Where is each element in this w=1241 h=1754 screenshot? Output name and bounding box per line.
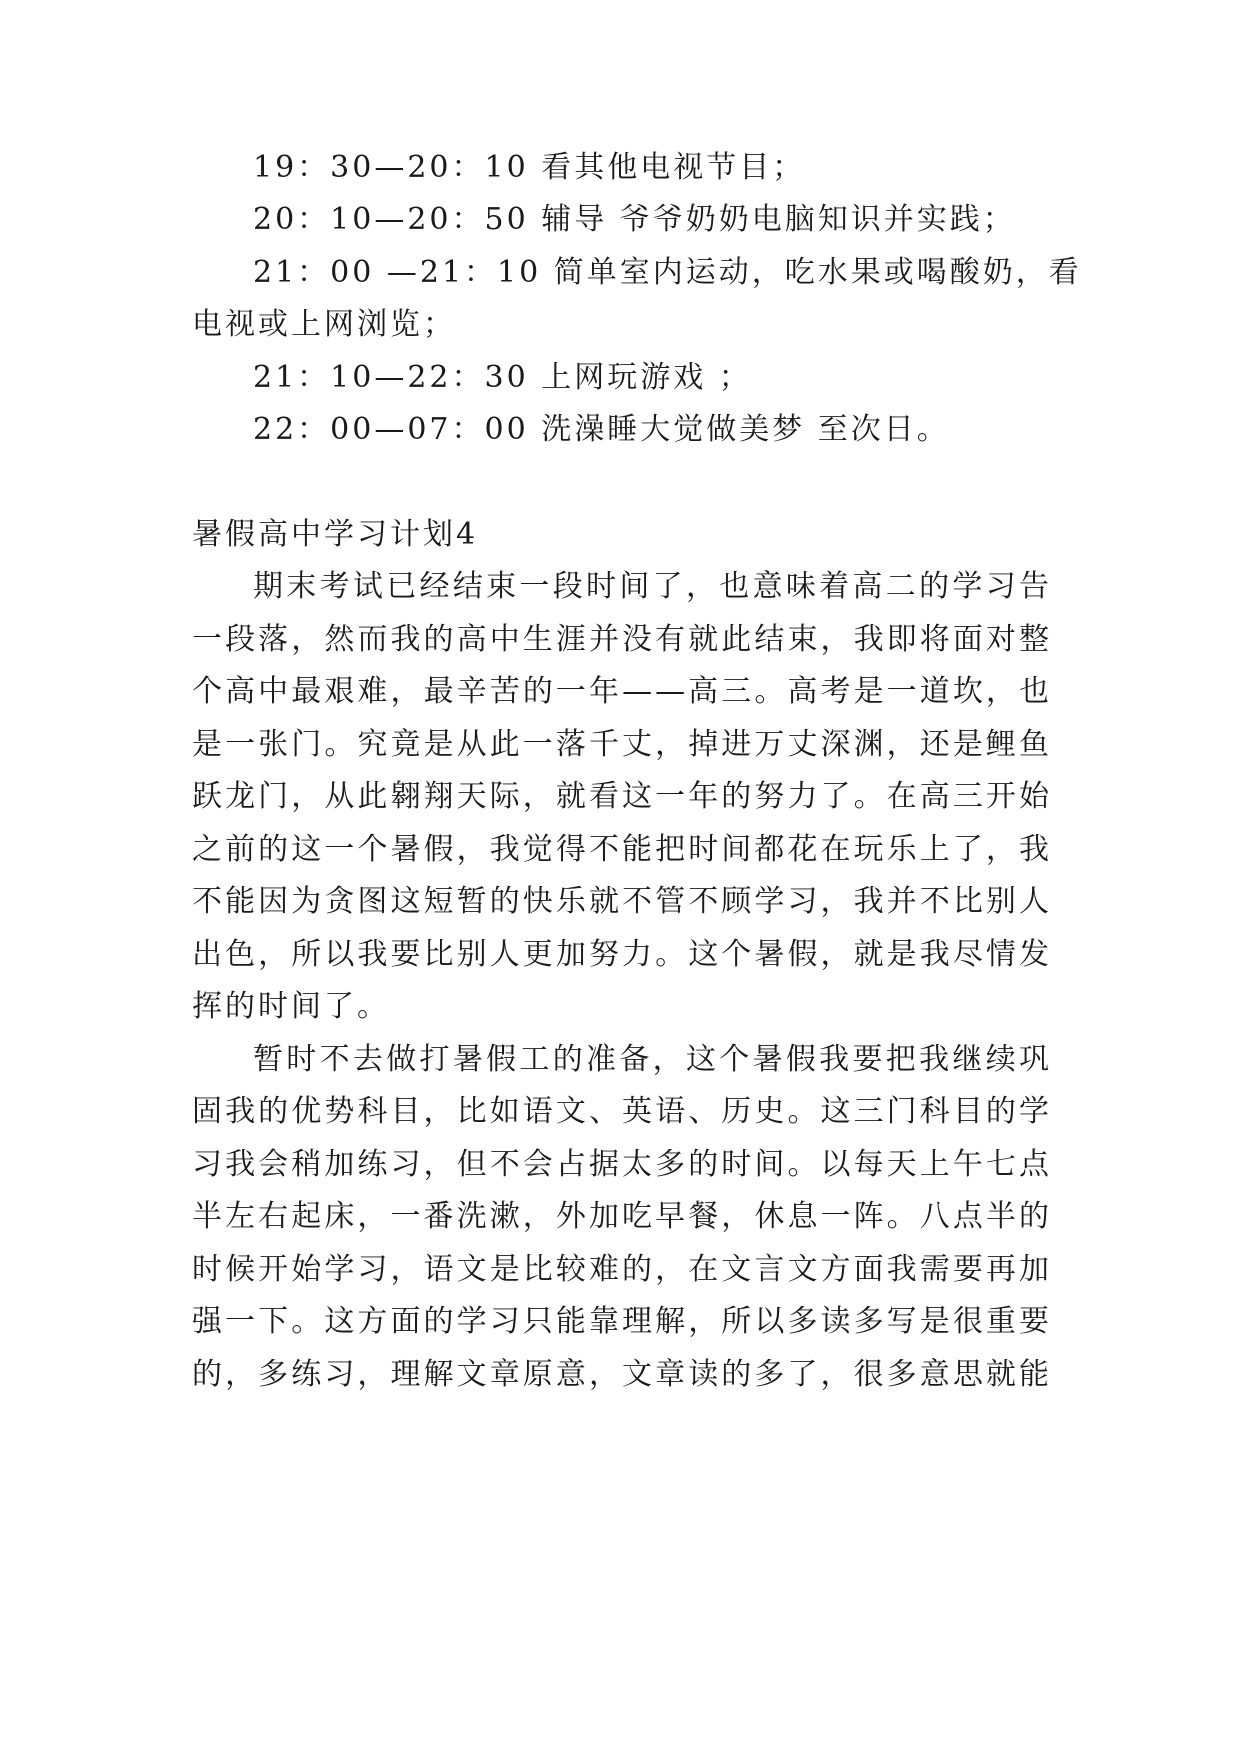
paragraph-line: 半左右起床，一番洗漱，外加吃早餐，休息一阵。八点半的 (192, 1199, 1052, 1234)
paragraph-line: 暂时不去做打暑假工的准备，这个暑假我要把我继续巩 (253, 1042, 1052, 1077)
schedule-line: 19：30—20：10 看其他电视节目； (253, 150, 806, 185)
schedule-line: 电视或上网浏览； (192, 307, 456, 342)
paragraph-line: 之前的这一个暑假，我觉得不能把时间都花在玩乐上了，我 (192, 832, 1052, 867)
schedule-line: 21：10—22：30 上网玩游戏 ； (253, 360, 752, 395)
paragraph-line: 期末考试已经结束一段时间了，也意味着高二的学习告 (253, 569, 1052, 604)
paragraph-line: 不能因为贪图这短暂的快乐就不管不顾学习，我并不比别人 (192, 884, 1052, 919)
section-title: 暑假高中学习计划4 (192, 517, 479, 552)
schedule-line: 20：10—20：50 辅导 爷爷奶奶电脑知识并实践； (253, 202, 1016, 237)
paragraph-line: 习我会稍加练习，但不会占据太多的时间。以每天上午七点 (192, 1147, 1052, 1182)
paragraph-line: 出色，所以我要比别人更加努力。这个暑假，就是我尽情发 (192, 937, 1052, 972)
paragraph-line: 时候开始学习，语文是比较难的，在文言文方面我需要再加 (192, 1252, 1052, 1287)
paragraph-line: 个高中最艰难，最辛苦的一年——高三。高考是一道坎，也 (192, 674, 1052, 709)
paragraph-line: 跃龙门，从此翱翔天际，就看这一年的努力了。在高三开始 (192, 779, 1052, 814)
paragraph-line: 挥的时间了。 (192, 989, 390, 1024)
schedule-line: 21：00 —21：10 简单室内运动，吃水果或喝酸奶，看 (253, 255, 1082, 290)
paragraph-line: 是一张门。究竟是从此一落千丈，掉进万丈深渊，还是鲤鱼 (192, 727, 1052, 762)
paragraph-line: 一段落，然而我的高中生涯并没有就此结束，我即将面对整 (192, 622, 1052, 657)
paragraph-line: 强一下。这方面的学习只能靠理解，所以多读多写是很重要 (192, 1304, 1052, 1339)
paragraph-line: 固我的优势科目，比如语文、英语、历史。这三门科目的学 (192, 1094, 1052, 1129)
schedule-line: 22：00—07：00 洗澡睡大觉做美梦 至次日。 (253, 412, 950, 447)
paragraph-line: 的，多练习，理解文章原意，文章读的多了，很多意思就能 (192, 1357, 1052, 1392)
